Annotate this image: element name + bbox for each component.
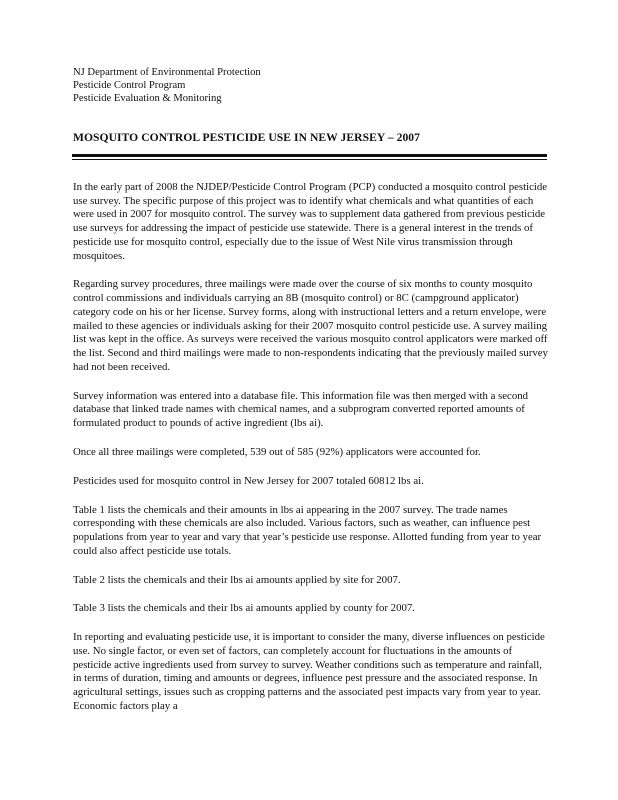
agency-header <box>73 66 261 106</box>
document-title: MOSQUITO CONTROL PESTICIDE USE IN NEW JERSEY – 2007 <box>73 131 421 144</box>
paragraph-procedures: Regarding survey procedures, three mailings were made over the course of six months to county mosquito control commissions and individuals carrying an 8B (mosquito control) or 8C (campground applicator) category code on his or her license. Survey forms, along with instructional letters and a return envelope, were mailed to these agencies or individuals asking for their 2007 mosquito control pesticide use. A survey mailing list was kept in the office. As surveys were received the various mosquito control applicators were marked off the list. Second and third mailings were made to non-respondents indicating that the previously mailed survey had not been received. <box>73 278 548 373</box>
paragraph-intro: In the early part of 2008 the NJDEP/Pesticide Control Program (PCP) conducted a mosquito control pesticide use survey. The specific purpose of this project was to identify what chemicals and what quantities of each were used in 2007 for mosquito control. The survey was to supplement data gathered from previous pesticide use surveys for addressing the impact of pesticide use statewide. There is a general interest in the trends of pesticide use for mosquito control, especially due to the issue of West Nile virus transmission through mosquitoes. <box>73 181 548 262</box>
header-unit: Pesticide Evaluation & Monitoring <box>73 93 222 105</box>
paragraph-table-1: Table 1 lists the chemicals and their amounts in lbs ai appearing in the 2007 survey. The trade names corresponding with these chemicals are also included. Various factors, such as weather, can influence pest populations from year to year and vary that year’s pesticide use response. Allotted funding from year to year could also affect pesticide use totals. <box>73 503 542 557</box>
document-body <box>73 181 551 729</box>
paragraph-response-rate: Once all three mailings were completed, 539 out of 585 (92%) applicators were accounted for. <box>73 445 481 458</box>
paragraph-total-usage: Pesticides used for mosquito control in New Jersey for 2007 totaled 60812 lbs ai. <box>73 474 424 487</box>
paragraph-table-3: Table 3 lists the chemicals and their lbs ai amounts applied by county for 2007. <box>73 602 415 615</box>
paragraph-influences: In reporting and evaluating pesticide use, it is important to consider the many, diverse influences on pesticide use. No single factor, or even set of factors, can completely account for fluctuations in the amounts of pesticide active ingredients used from survey to survey. Weather conditions such as temperature and rainfall, in terms of duration, timing and amounts or degrees, influence pest pressure and the associated response. In agricultural settings, issues such as cropping patterns and the associated pest impacts vary from year to year. Economic factors play a <box>73 631 545 712</box>
title-rule-thick <box>72 154 547 157</box>
title-rule-thin <box>72 159 547 160</box>
paragraph-table-2: Table 2 lists the chemicals and their lbs ai amounts applied by site for 2007. <box>73 573 401 586</box>
header-program: Pesticide Control Program <box>73 80 186 92</box>
header-department: NJ Department of Environmental Protection <box>73 67 261 78</box>
paragraph-database: Survey information was entered into a database file. This information file was then merged with a second database that linked trade names with chemical names, and a subprogram converted reported amounts of formulated product to pounds of active ingredient (lbs ai). <box>73 389 529 429</box>
